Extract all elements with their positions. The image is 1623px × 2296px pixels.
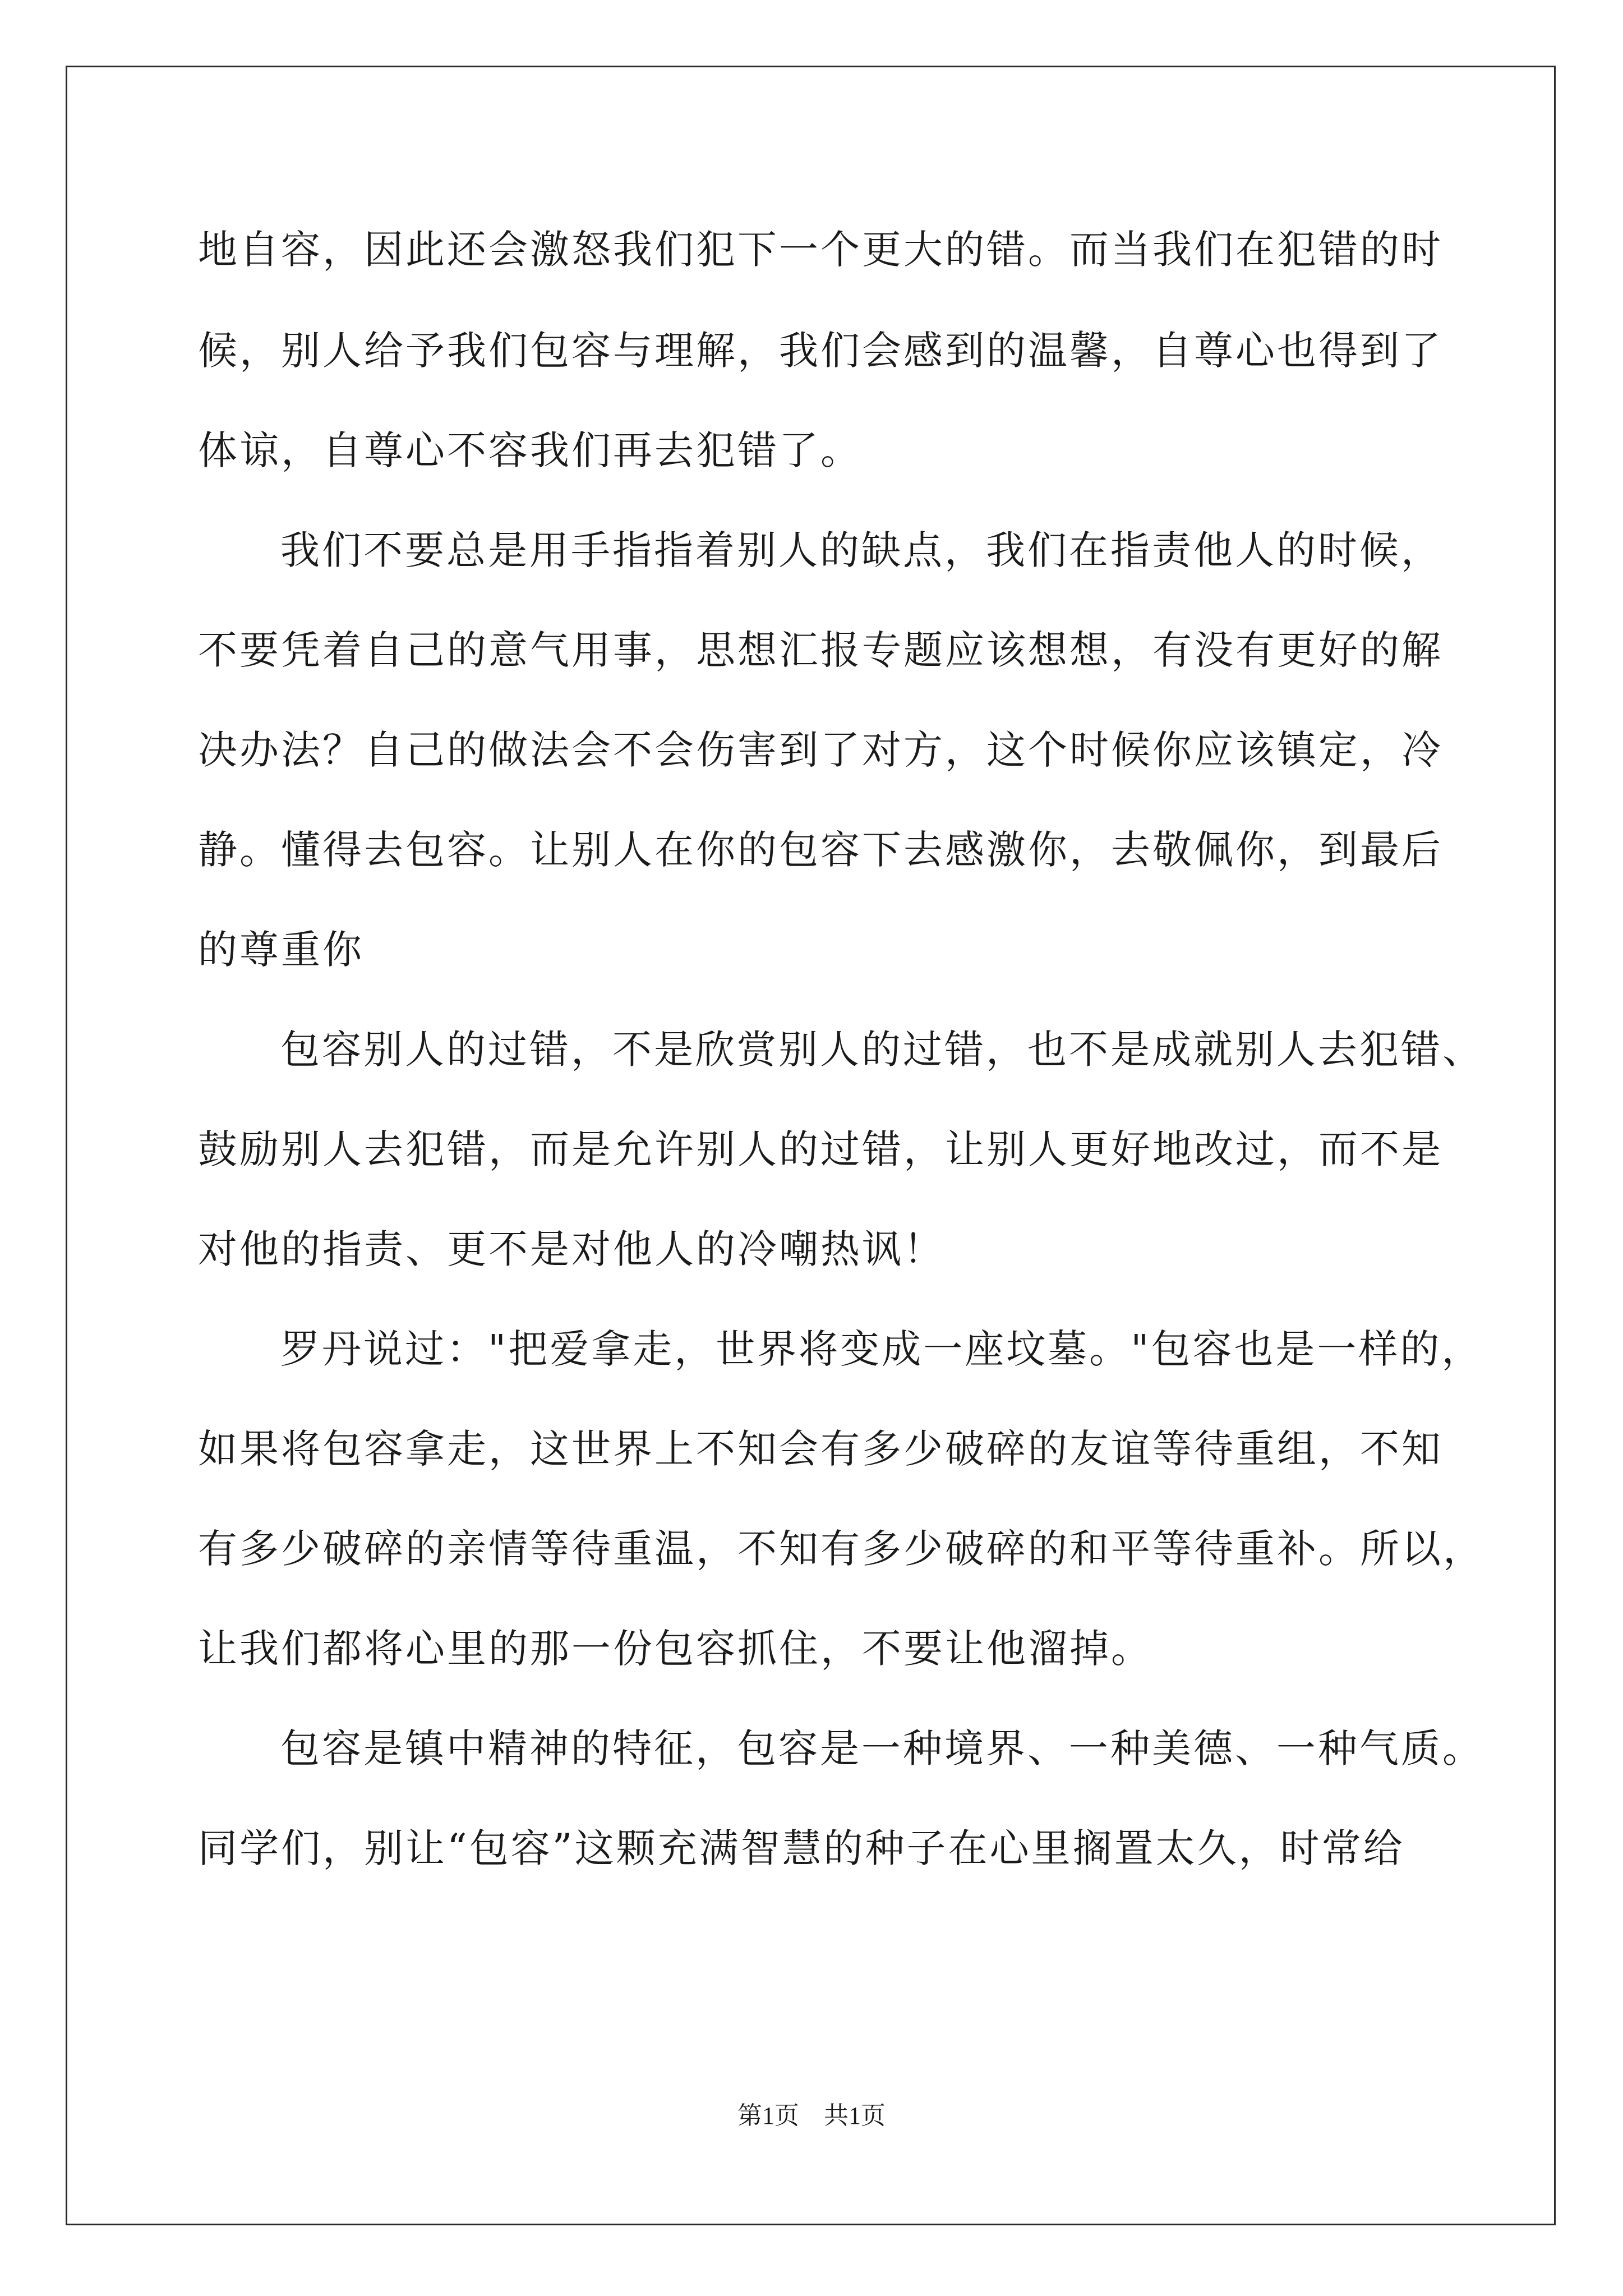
text-line: 的尊重你 (198, 927, 364, 973)
text-line: 如果将包容拿走，这世界上不知会有多少破碎的友谊等待重组，不知 (198, 1426, 1443, 1472)
text-line: 决办法？自己的做法会不会伤害到了对方，这个时候你应该镇定，冷 (198, 727, 1443, 773)
text-line: 体谅，自尊心不容我们再去犯错了。 (198, 427, 862, 473)
text-line: 鼓励别人去犯错，而是允许别人的过错，让别人更好地改过，而不是 (198, 1126, 1443, 1172)
text-line: 有多少破碎的亲情等待重温，不知有多少破碎的和平等待重补。所以， (198, 1526, 1484, 1572)
text-line: 静。懂得去包容。让别人在你的包容下去感激你，去敬佩你，到最后 (198, 827, 1443, 873)
text-line: 同学们，别让“包容”这颗充满智慧的种子在心里搁置太久，时常给 (198, 1825, 1405, 1871)
text-line: 地自容，因此还会激怒我们犯下一个更大的错。而当我们在犯错的时 (198, 227, 1443, 273)
paragraph-first-line: 罗丹说过："把爱拿走，世界将变成一座坟墓。"包容也是一样的， (280, 1326, 1483, 1372)
paragraph-first-line: 包容是镇中精神的特征，包容是一种境界、一种美德、一种气质。 (280, 1726, 1484, 1772)
paragraph-first-line: 包容别人的过错，不是欣赏别人的过错，也不是成就别人去犯错、 (280, 1027, 1484, 1073)
text-line: 不要凭着自己的意气用事，思想汇报专题应该想想，有没有更好的解 (198, 627, 1443, 673)
paragraph-first-line: 我们不要总是用手指指着别人的缺点，我们在指责他人的时候， (280, 527, 1442, 573)
text-line: 对他的指责、更不是对他人的冷嘲热讽！ (198, 1226, 945, 1272)
page-footer: 第1页 共1页 (737, 2102, 886, 2129)
text-line: 让我们都将心里的那一份包容抓住，不要让他溜掉。 (198, 1626, 1152, 1672)
text-line: 候，别人给予我们包容与理解，我们会感到的温馨，自尊心也得到了 (198, 328, 1443, 374)
